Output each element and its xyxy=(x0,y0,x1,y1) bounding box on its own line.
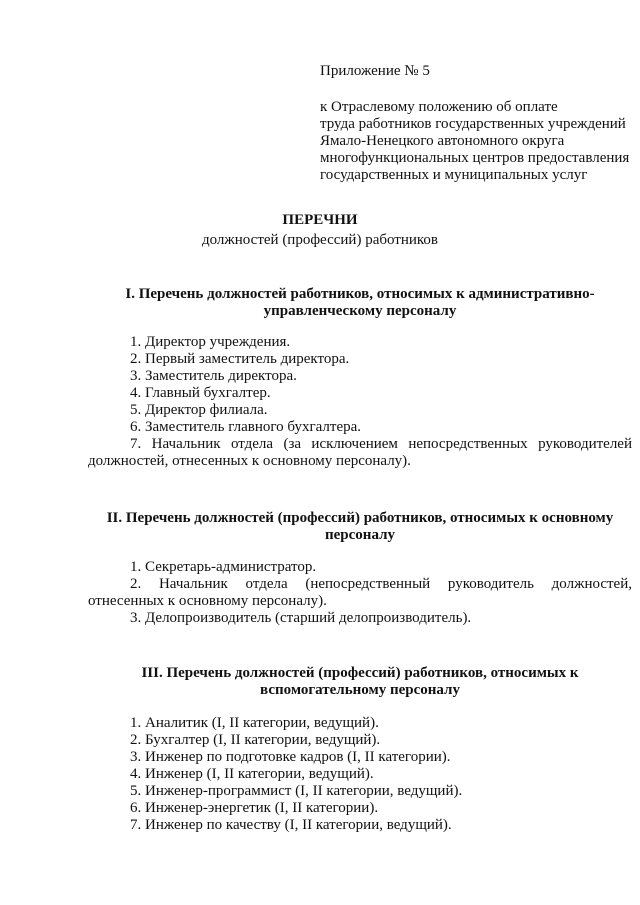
section-heading-line: управленческому персоналу xyxy=(263,303,457,319)
list-item: 5. Инженер-программист (I, II категории, ведущий). xyxy=(130,783,463,799)
list-item: 2. Начальник отдела (непосредственный руководитель должностей, отнесенных к основному персоналу). xyxy=(88,576,632,609)
list-item: 3. Делопроизводитель (старший делопроизводитель). xyxy=(130,610,472,626)
section-1-list xyxy=(88,334,632,470)
appendix-line: Ямало-Ненецкого автономного округа xyxy=(320,133,565,149)
section-2-heading xyxy=(88,510,632,544)
appendix-line: многофункциональных центров предоставления xyxy=(320,150,630,166)
list-item: 2. Бухгалтер (I, II категории, ведущий). xyxy=(130,732,381,748)
appendix-line: труда работников государственных учреждений xyxy=(320,116,626,132)
document-title: ПЕРЕЧНИ xyxy=(282,212,358,228)
list-item: 6. Заместитель главного бухгалтера. xyxy=(130,419,362,435)
section-heading-line: II. Перечень должностей (профессий) работников, относимых к основному xyxy=(106,510,614,526)
section-heading-line: персоналу xyxy=(325,527,395,543)
appendix-line: государственных и муниципальных услуг xyxy=(320,167,588,183)
list-item: 2. Первый заместитель директора. xyxy=(130,351,350,367)
appendix-block xyxy=(320,63,638,184)
list-item: 3. Заместитель директора. xyxy=(130,368,297,384)
list-item: 6. Инженер-энергетик (I, II категории). xyxy=(130,800,379,816)
document-subtitle: должностей (профессий) работников xyxy=(201,232,439,248)
list-item: 1. Секретарь-администратор. xyxy=(130,559,317,575)
section-3-list xyxy=(88,715,632,834)
section-heading-line: I. Перечень должностей работников, относимых к административно- xyxy=(125,286,595,302)
section-heading-line: вспомогательному персоналу xyxy=(260,682,460,698)
appendix-title: Приложение № 5 xyxy=(320,63,430,79)
section-1-heading xyxy=(88,286,632,320)
list-item: 7. Начальник отдела (за исключением непосредственных руководителей должностей, отнесенных к основному персоналу). xyxy=(88,436,632,469)
list-item: 1. Директор учреждения. xyxy=(130,334,291,350)
list-item: 1. Аналитик (I, II категории, ведущий). xyxy=(130,715,379,731)
section-3-heading xyxy=(88,665,632,699)
section-heading-line: III. Перечень должностей (профессий) работников, относимых к xyxy=(141,665,579,681)
list-item: 5. Директор филиала. xyxy=(130,402,268,418)
list-item: 3. Инженер по подготовке кадров (I, II категории). xyxy=(130,749,451,765)
appendix-line: к Отраслевому положению об оплате xyxy=(320,99,558,115)
section-2-list xyxy=(88,559,632,627)
list-item: 7. Инженер по качеству (I, II категории, ведущий). xyxy=(130,817,452,833)
list-item: 4. Инженер (I, II категории, ведущий). xyxy=(130,766,374,782)
list-item: 4. Главный бухгалтер. xyxy=(130,385,271,401)
